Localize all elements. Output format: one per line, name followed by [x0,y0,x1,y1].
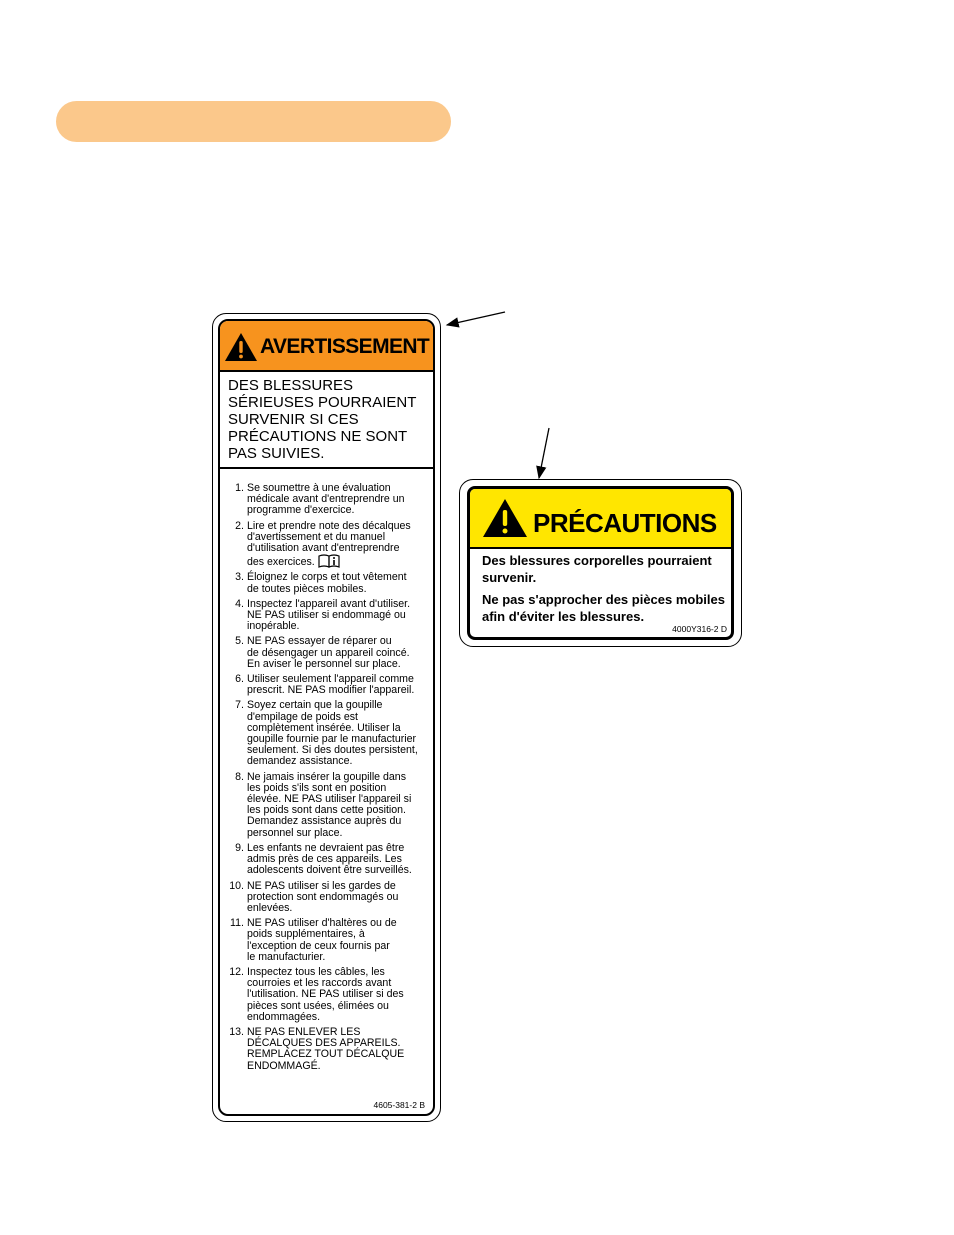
list-item: 7. Soyez certain que la goupille d'empilage de poids est complètement insérée. Utiliser la goupille fournie par le manufacturier seulement. Si des doutes persistent, demandez assistance. [235,699,418,768]
caution-line-2: Ne pas s'approcher des pièces mobiles afin d'éviter les blessures. [482,592,725,624]
warning-lead-text: DES BLESSURES SÉRIEUSES POURRAIENT SURVENIR SI CES PRÉCAUTIONS NE SONT PAS SUIVIES. [228,377,417,462]
list-item: 2. Lire et prendre note des décalques d'avertissement et du manuel d'utilisation avant d'entreprendre des exercices. [235,519,411,569]
warning-label [218,319,435,1116]
warning-triangle-icon [224,332,258,362]
warning-leader-arrow [447,312,505,325]
caution-title: PRÉCAUTIONS [533,508,717,538]
list-item: 6. Utiliser seulement l'appareil comme prescrit. NE PAS modifier l'appareil. [235,673,415,697]
list-item: 4. Inspectez l'appareil avant d'utiliser. NE PAS utiliser si endommagé ou inopérable. [235,597,411,633]
list-item: 5. NE PAS essayer de réparer ou de désengager un appareil coincé. En aviser le personnel sur place. [235,635,410,670]
list-item: 13. NE PAS ENLEVER LES DÉCALQUES DES APPAREILS. REMPLACEZ TOUT DÉCALQUE ENDOMMAGÉ. [229,1025,405,1072]
list-item: 10. NE PAS utiliser si les gardes de protection sont endommagés ou enlevées. [229,879,399,914]
caution-header [470,489,731,549]
list-item: 1. Se soumettre à une évaluation médicale avant d'entreprendre un programme d'exercice. [235,482,405,517]
list-item: 12. Inspectez tous les câbles, les courroies et les raccords avant l'utilisation. NE PAS utiliser si des pièces sont usées, élimées ou endommagées. [229,965,404,1023]
list-item: 3. Éloignez le corps et tout vêtement de toutes pièces mobiles. [235,571,407,595]
warning-header [220,321,433,372]
caution-line-1: Des blessures corporelles pourraient survenir. [482,553,712,585]
manual-book-icon [318,554,340,568]
caution-leader-arrow [539,428,549,478]
caution-label [467,486,734,640]
list-item: 11. NE PAS utiliser d'haltères ou de poids supplémentaires, à l'exception de ceux fournis par le manufacturier. [230,917,397,963]
warning-title: AVERTISSEMENT [260,335,430,358]
list-item: 8. Ne jamais insérer la goupille dans les poids s'ils sont en position élevée. NE PAS utiliser l'appareil si les poids sont dans cette position. Demandez assistance auprès du personnel sur place. [235,770,412,839]
warning-triangle-icon [482,498,528,538]
list-item: 9. Les enfants ne devraient pas être admis près de ces appareils. Les adolescents doivent être surveillés. [235,841,412,877]
caution-part-code: 4000Y316-2 D [672,624,727,634]
warning-part-code: 4605-381-2 B [373,1100,425,1110]
warning-item-list [222,483,432,1076]
warning-divider [220,467,433,469]
